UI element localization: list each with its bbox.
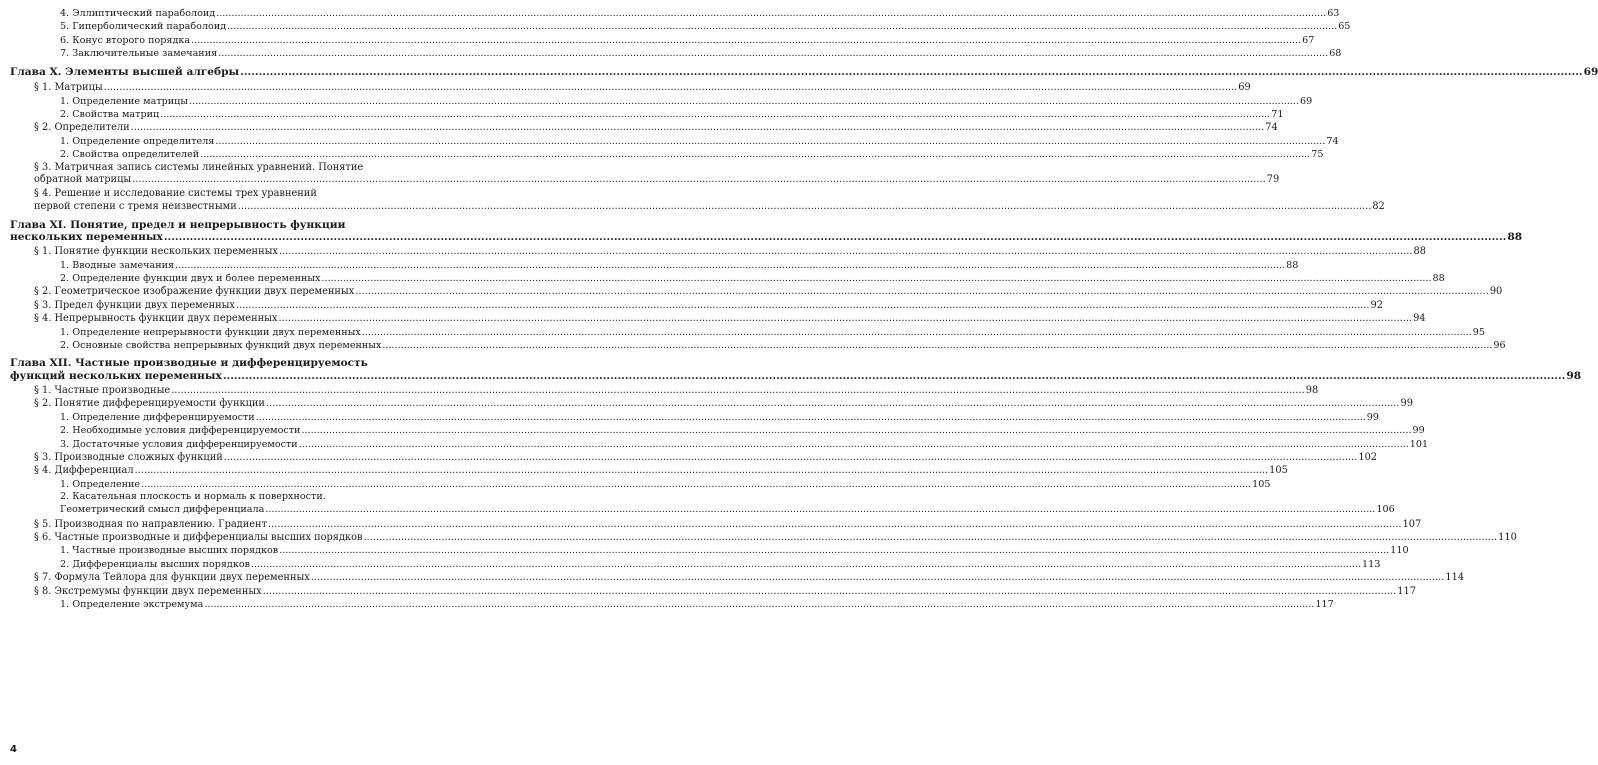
dot-leader <box>321 272 1431 285</box>
entry-page-number: 88 <box>1432 273 1445 285</box>
entry-page-number: 110 <box>1498 532 1517 544</box>
dot-leader <box>191 34 1301 47</box>
page-number: 4 <box>10 744 17 755</box>
entry-page-number: 79 <box>1266 174 1280 186</box>
entry-page-number: 88 <box>1413 246 1426 258</box>
entry-page-number: 98 <box>1566 370 1582 383</box>
entry-title: 2. Необходимые условия дифференцируемости <box>60 425 301 437</box>
dot-leader <box>279 312 1413 325</box>
entry-page-number: 74 <box>1326 135 1339 147</box>
entry-title: 2. Основные свойства непрерывных функций двух переменных <box>60 340 382 351</box>
toc-entry <box>10 424 1425 437</box>
entry-title: нескольких переменных <box>10 231 163 244</box>
entry-title-line: Глава XI. Понятие, предел и непрерывность функции <box>10 218 346 231</box>
entry-title: 5. Гиперболический параболоид <box>60 21 227 33</box>
entry-page-number: 101 <box>1409 438 1429 450</box>
entry-page-number: 88 <box>1286 259 1299 271</box>
entry-title: 6. Конус второго порядка <box>60 34 191 46</box>
toc-entry <box>10 148 1324 161</box>
entry-title: § 8. Экстремумы функции двух переменных <box>34 585 262 597</box>
toc-entry <box>10 558 1381 571</box>
entry-page-number: 114 <box>1445 572 1465 584</box>
entry-title: Геометрический смысл дифференциала <box>60 503 265 515</box>
dot-leader <box>364 531 1498 544</box>
entry-title: 1. Определение дифференцируемости <box>60 411 255 423</box>
dot-leader <box>216 7 1326 20</box>
dot-leader <box>301 424 1411 437</box>
entry-title: первой степени с тремя неизвестными <box>34 200 237 212</box>
entry-page-number: 92 <box>1370 299 1383 311</box>
dot-leader <box>215 135 1325 148</box>
toc-entry <box>10 245 1426 258</box>
entry-title-line: Глава XII. Частные производные и дифференцируемость <box>10 357 368 370</box>
dot-leader <box>135 464 1269 477</box>
entry-page-number: 69 <box>1238 82 1251 94</box>
dot-leader <box>227 20 1337 33</box>
entry-page-number: 113 <box>1362 558 1381 570</box>
toc-entry <box>10 108 1284 121</box>
toc-entry <box>10 47 1342 60</box>
toc-entry <box>10 598 1334 611</box>
toc-entry <box>10 545 1409 558</box>
entry-page-number: 117 <box>1397 585 1416 597</box>
toc-entry <box>10 285 1503 298</box>
entry-title: § 4. Дифференциал <box>34 465 134 477</box>
entry-page-number: 95 <box>1472 326 1486 338</box>
entry-title: 1. Частные производные высших порядков <box>60 545 279 557</box>
toc-entry <box>10 451 1378 464</box>
toc-entry <box>10 188 1385 214</box>
chapter-entry <box>10 357 1582 383</box>
toc-entry <box>10 397 1413 410</box>
dot-leader <box>266 397 1400 410</box>
toc-entry <box>10 20 1351 33</box>
entry-page-number: 69 <box>1583 65 1598 78</box>
entry-page-number: 82 <box>1372 200 1385 212</box>
entry-page-number: 99 <box>1366 411 1379 423</box>
toc-entry <box>10 326 1486 339</box>
entry-page-number: 107 <box>1402 518 1422 530</box>
toc-entry <box>10 161 1280 188</box>
dot-leader <box>311 571 1445 584</box>
entry-title: § 2. Геометрическое изображение функции двух переменных <box>34 286 355 298</box>
entry-title: § 6. Частные производные и дифференциалы высших порядков <box>34 532 363 544</box>
entry-title: 2. Свойства матриц <box>60 108 160 120</box>
entry-page-number: 98 <box>1305 384 1319 396</box>
chapter-entry <box>10 218 1523 245</box>
toc-entry <box>10 272 1445 285</box>
dot-leader <box>265 504 1375 517</box>
entry-page-number: 106 <box>1376 503 1395 515</box>
dot-leader <box>299 438 1409 451</box>
toc-entry <box>10 121 1278 134</box>
entry-page-number: 117 <box>1315 599 1334 611</box>
dot-leader <box>362 326 1472 339</box>
dot-leader <box>204 598 1314 611</box>
toc-entry <box>10 299 1383 312</box>
entry-title: 1. Вводные замечания <box>60 259 175 271</box>
dot-leader <box>132 174 1266 187</box>
entry-page-number: 75 <box>1311 149 1324 161</box>
dot-leader <box>223 370 1566 383</box>
entry-title: § 2. Понятие дифференцируемости функции <box>34 398 265 410</box>
entry-title: Глава X. Элементы высшей алгебры <box>10 65 240 78</box>
toc-entry <box>10 478 1271 491</box>
entry-title: § 5. Производная по направлению. Градиент <box>34 518 267 530</box>
entry-title: 4. Эллиптический параболоид <box>60 7 216 19</box>
entry-title: функций нескольких переменных <box>10 370 222 383</box>
toc-entry <box>10 464 1288 477</box>
entry-page-number: 63 <box>1327 7 1340 19</box>
entry-page-number: 102 <box>1358 451 1378 463</box>
dot-leader <box>171 384 1305 397</box>
entry-title: обратной матрицы <box>34 174 132 186</box>
entry-page-number: 96 <box>1493 340 1506 351</box>
entry-page-number: 67 <box>1302 34 1315 46</box>
toc-entry <box>10 491 1395 517</box>
entry-title: § 4. Непрерывность функции двух переменных <box>34 313 278 325</box>
entry-page-number: 71 <box>1271 108 1284 120</box>
dot-leader <box>263 585 1397 598</box>
toc-entry <box>10 7 1340 20</box>
entry-page-number: 105 <box>1252 478 1271 490</box>
dot-leader <box>240 66 1583 80</box>
entry-page-number: 94 <box>1413 313 1426 325</box>
entry-page-number: 65 <box>1338 21 1351 33</box>
dot-leader <box>355 285 1489 298</box>
toc-entry <box>10 585 1416 598</box>
dot-leader <box>268 518 1402 531</box>
dot-leader <box>141 478 1251 491</box>
dot-leader <box>104 81 1238 94</box>
toc-entry <box>10 135 1339 148</box>
dot-leader <box>164 231 1507 244</box>
entry-title-line: 2. Касательная плоскость и нормаль к поверхности. <box>60 491 326 503</box>
dot-leader <box>256 411 1366 424</box>
entry-title: 1. Определение определителя <box>60 135 215 147</box>
entry-title: 7. Заключительные замечания <box>60 48 218 60</box>
dot-leader <box>238 201 1372 214</box>
entry-title: 1. Определение матрицы <box>60 95 188 107</box>
entry-page-number: 74 <box>1265 122 1278 134</box>
entry-page-number: 69 <box>1300 95 1313 107</box>
dot-leader <box>279 544 1389 557</box>
entry-title: 1. Определение <box>60 478 141 490</box>
entry-page-number: 99 <box>1412 425 1425 437</box>
dot-leader <box>160 108 1270 121</box>
entry-title: 3. Достаточные условия дифференцируемости <box>60 438 298 450</box>
toc-entry <box>10 312 1426 325</box>
dot-leader <box>251 558 1361 571</box>
table-of-contents <box>10 7 1598 611</box>
chapter-entry <box>10 65 1598 80</box>
entry-title: 1. Определение непрерывности функции двух переменных <box>60 326 361 338</box>
entry-title: § 1. Матрицы <box>34 82 103 94</box>
dot-leader <box>189 95 1299 108</box>
entry-title-line: § 4. Решение и исследование системы трех уравнений <box>34 188 317 200</box>
toc-entry <box>10 571 1465 584</box>
entry-page-number: 99 <box>1400 398 1413 410</box>
entry-page-number: 68 <box>1329 48 1342 60</box>
dot-leader <box>279 245 1413 258</box>
entry-page-number: 110 <box>1390 545 1409 557</box>
entry-title: 2. Свойства определителей <box>60 149 200 161</box>
toc-entry <box>10 95 1313 108</box>
toc-entry <box>10 531 1517 544</box>
entry-title: § 7. Формула Тейлора для функции двух переменных <box>34 572 310 584</box>
toc-entry <box>10 339 1506 352</box>
dot-leader <box>224 451 1358 464</box>
entry-title: 2. Дифференциалы высших порядков <box>60 558 250 570</box>
entry-title: 1. Определение экстремума <box>60 599 204 611</box>
dot-leader <box>236 299 1370 312</box>
dot-leader <box>131 121 1265 134</box>
toc-entry <box>10 438 1429 451</box>
entry-page-number: 88 <box>1507 231 1523 244</box>
dot-leader <box>175 259 1285 272</box>
toc-entry <box>10 259 1299 272</box>
entry-title: § 3. Предел функции двух переменных <box>34 299 235 311</box>
toc-entry <box>10 81 1251 94</box>
toc-entry <box>10 411 1379 424</box>
entry-title: § 3. Производные сложных функций <box>34 451 223 463</box>
entry-title: 2. Определение функции двух и более переменных <box>60 273 321 285</box>
entry-page-number: 105 <box>1269 465 1288 477</box>
entry-title: § 1. Частные производные <box>34 384 171 396</box>
dot-leader <box>218 47 1328 60</box>
toc-entry <box>10 384 1319 397</box>
entry-title-line: § 3. Матричная запись системы линейных уравнений. Понятие <box>34 161 364 173</box>
entry-page-number: 90 <box>1489 286 1503 298</box>
toc-entry <box>10 518 1422 531</box>
entry-title: § 2. Определители <box>34 122 130 134</box>
toc-entry <box>10 34 1315 47</box>
entry-title: § 1. Понятие функции нескольких переменных <box>34 246 278 258</box>
dot-leader <box>200 148 1310 161</box>
dot-leader <box>382 339 1492 352</box>
